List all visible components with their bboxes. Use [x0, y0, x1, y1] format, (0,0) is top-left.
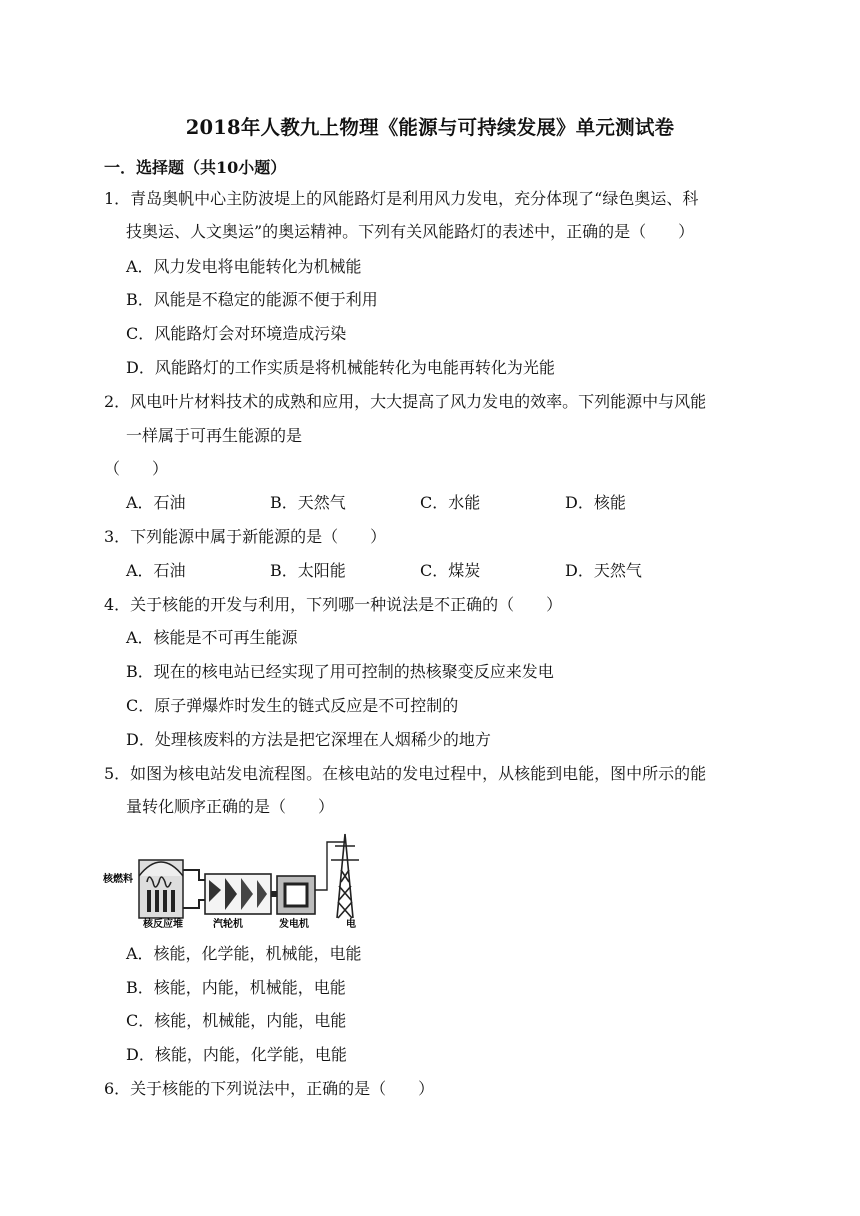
reactor-icon: [139, 860, 183, 918]
question-4-option-b: B．现在的核电站已经实现了用可控制的热核聚变反应来发电: [126, 662, 554, 681]
turbine-icon: [205, 874, 271, 914]
question-4-stem: 4．关于核能的开发与利用，下列哪一种说法是不正确的（ ）: [104, 595, 563, 614]
question-1-option-b: B．风能是不稳定的能源不便于利用: [126, 290, 378, 309]
question-5-option-b: B．核能，内能，机械能，电能: [126, 978, 346, 997]
question-2-answer-bracket: （ ）: [104, 459, 169, 478]
question-5-option-c: C．核能，机械能，内能，电能: [126, 1011, 347, 1030]
figure-label-generator: 发电机: [279, 919, 309, 928]
question-1-stem-line-2: 技奥运、人文奥运”的奥运精神。下列有关风能路灯的表述中，正确的是（ ）: [126, 222, 695, 241]
question-2-option-a: A．石油: [126, 493, 186, 512]
question-1-stem-line-1: 1．青岛奥帆中心主防波堤上的风能路灯是利用风力发电，充分体现了“绿色奥运、科: [104, 189, 699, 208]
question-3-option-d: D．天然气: [565, 561, 642, 580]
question-5-stem-line-1: 5．如图为核电站发电流程图。在核电站的发电过程中，从核能到电能，图中所示的能: [104, 764, 707, 783]
question-1-option-c: C．风能路灯会对环境造成污染: [126, 324, 347, 343]
figure-label-electricity: 电: [346, 919, 356, 928]
page-title: 2018年人教九上物理《能源与可持续发展》单元测试卷: [185, 116, 675, 139]
figure-label-reactor: 核反应堆: [143, 919, 183, 928]
figure-label-fuel: 核燃料: [103, 874, 133, 885]
question-1-option-d: D．风能路灯的工作实质是将机械能转化为电能再转化为光能: [126, 358, 555, 377]
question-5-stem-line-2: 量转化顺序正确的是（ ）: [126, 797, 335, 816]
nuclear-power-flow-diagram: [101, 830, 381, 928]
question-2-option-b: B．天然气: [270, 493, 346, 512]
question-2-option-c: C．水能: [420, 493, 481, 512]
question-3-option-a: A．石油: [126, 561, 186, 580]
question-4-option-a: A．核能是不可再生能源: [126, 628, 298, 647]
generator-icon: [277, 876, 315, 914]
question-5-option-a: A．核能，化学能，机械能，电能: [126, 944, 362, 963]
question-4-option-c: C．原子弹爆炸时发生的链式反应是不可控制的: [126, 696, 459, 715]
question-1-option-a: A．风力发电将电能转化为机械能: [126, 257, 362, 276]
question-6-stem: 6．关于核能的下列说法中，正确的是（ ）: [104, 1079, 435, 1098]
question-4-option-d: D．处理核废料的方法是把它深埋在人烟稀少的地方: [126, 730, 491, 749]
transmission-tower-icon: [331, 834, 359, 918]
question-2-stem-line-2: 一样属于可再生能源的是: [126, 426, 303, 445]
question-3-option-b: B．太阳能: [270, 561, 346, 580]
question-2-option-d: D．核能: [565, 493, 626, 512]
section-heading: 一．选择题（共10小题）: [104, 158, 287, 177]
question-5-option-d: D．核能，内能，化学能，电能: [126, 1045, 347, 1064]
question-2-stem-line-1: 2．风电叶片材料技术的成熟和应用，大大提高了风力发电的效率。下列能源中与风能: [104, 392, 707, 411]
question-3-stem: 3．下列能源中属于新能源的是（ ）: [104, 527, 387, 546]
question-3-option-c: C．煤炭: [420, 561, 481, 580]
figure-label-turbine: 汽轮机: [213, 919, 243, 928]
